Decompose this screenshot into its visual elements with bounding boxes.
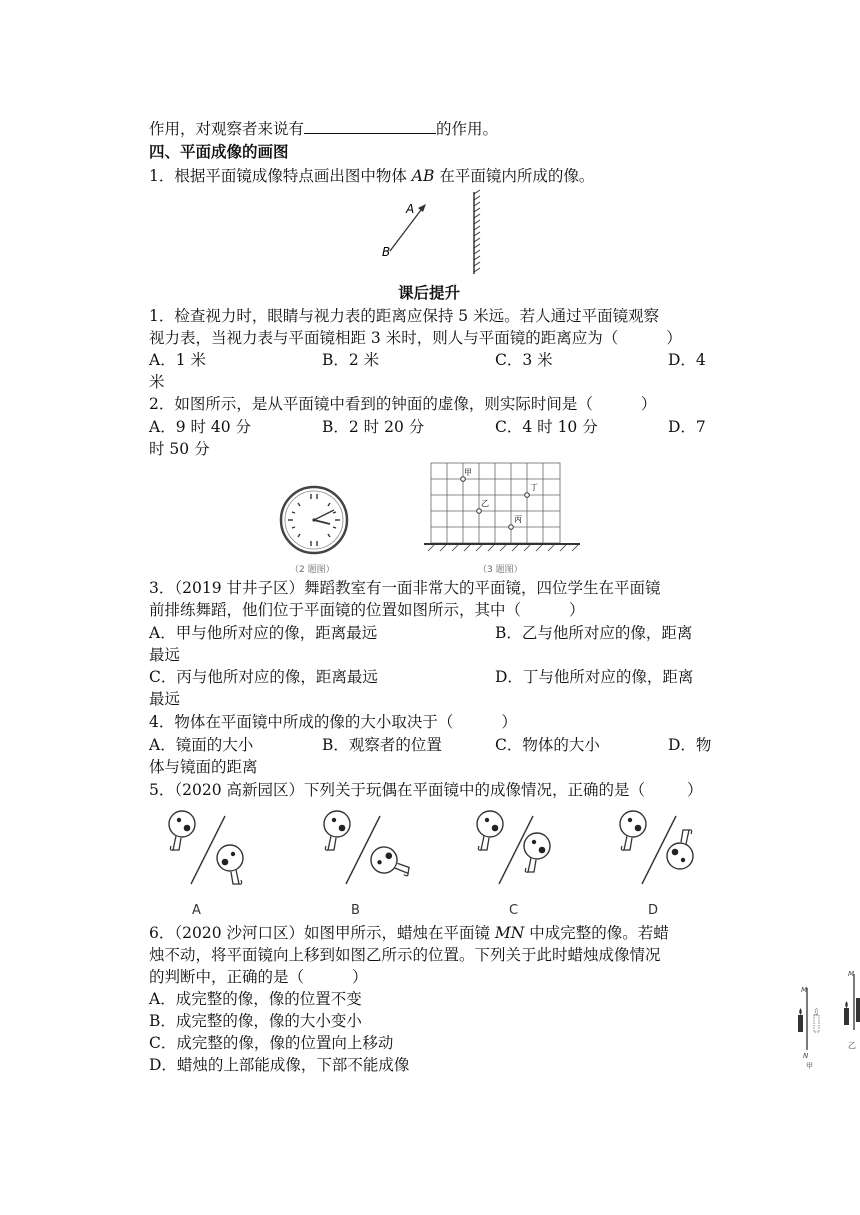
q6-line3 bbox=[149, 966, 368, 988]
dance-grid-figure bbox=[424, 460, 580, 552]
q1-line1: 1．检查视力时，眼睛与视力表的距离应保持 5 米远。若人通过平面镜观察 bbox=[149, 307, 660, 325]
q6-option-d[interactable]: D．蜡烛的上部能成像，下部不能成像 bbox=[149, 1056, 410, 1074]
q3-line1: 3．（2019 甘井子区）舞蹈教室有一面非常大的平面镜，四位学生在平面镜 bbox=[149, 579, 661, 597]
q4-paren-close: ） bbox=[501, 713, 517, 731]
q-text: 1．根据平面镜成像特点画出图中物体 bbox=[149, 167, 412, 185]
q4-stem: 4．物体在平面镜中所成的像的大小取决于（ bbox=[149, 713, 454, 731]
mirror-clock-figure bbox=[278, 484, 350, 556]
continuation-suffix: 的作用。 bbox=[436, 120, 499, 138]
continuation-line bbox=[149, 118, 498, 140]
mirror-n-label: N bbox=[803, 1052, 809, 1060]
q6-option-c[interactable]: C．成完整的像，像的位置向上移动 bbox=[149, 1034, 394, 1052]
student-bing-label: 丙 bbox=[514, 515, 522, 524]
q3-line2 bbox=[149, 599, 585, 621]
q3-option-d-wrap: 最远 bbox=[149, 690, 181, 708]
section4-question-1 bbox=[149, 165, 594, 187]
q4-option-d[interactable]: D．物 bbox=[668, 736, 712, 754]
doll-option-d-label[interactable]: D bbox=[648, 903, 659, 918]
doll-option-b-label[interactable]: B bbox=[351, 903, 360, 918]
clock-caption: （2 题图） bbox=[290, 565, 335, 575]
after-class-title: 课后提升 bbox=[398, 284, 461, 302]
q5-stem: 5．（2020 高新园区）下列关于玩偶在平面镜中的成像情况，正确的是（ bbox=[149, 781, 645, 799]
q3-option-a[interactable]: A．甲与他所对应的像，距离最远 bbox=[149, 624, 378, 642]
q6-line1 bbox=[149, 922, 669, 944]
q4-line1 bbox=[149, 711, 517, 733]
q1-option-d[interactable]: D．4 bbox=[668, 351, 706, 369]
q2-option-d-wrap: 时 50 分 bbox=[149, 440, 210, 458]
ab-mirror-figure bbox=[370, 190, 490, 276]
q4-option-a[interactable]: A．镜面的大小 bbox=[149, 736, 254, 754]
grid-caption: （3 题图） bbox=[478, 565, 523, 575]
doll-mirror-figures bbox=[150, 806, 740, 918]
q3-option-b[interactable]: B．乙与他所对应的像，距离 bbox=[495, 624, 693, 642]
doll-option-c-label[interactable]: C bbox=[509, 903, 519, 918]
q4-option-d-wrap: 体与镜面的距离 bbox=[149, 758, 258, 776]
candle-mirror-figure bbox=[792, 966, 860, 1070]
q2-stem: 2．如图所示，是从平面镜中看到的钟面的虚像，则实际时间是（ bbox=[149, 395, 593, 413]
q-var: AB bbox=[411, 167, 435, 185]
q3-stem: 前排练舞蹈，他们位于平面镜的位置如图所示，其中（ bbox=[149, 601, 522, 619]
answer-blank[interactable] bbox=[304, 118, 436, 134]
q1-option-d-wrap: 米 bbox=[149, 373, 165, 391]
q2-option-b[interactable]: B．2 时 20 分 bbox=[322, 418, 425, 436]
q3-paren-close: ） bbox=[569, 601, 585, 619]
student-ding-label: 丁 bbox=[530, 483, 538, 492]
mirror-m-label: M bbox=[801, 986, 808, 994]
doll-option-a-label[interactable]: A bbox=[192, 903, 201, 918]
q6-option-b[interactable]: B．成完整的像，像的大小变小 bbox=[149, 1012, 362, 1030]
figure-yi-label: 乙 bbox=[848, 1041, 856, 1050]
q1-option-c[interactable]: C．3 米 bbox=[495, 351, 553, 369]
q6-var: MN bbox=[494, 924, 525, 942]
mirror-m-label-2: M bbox=[848, 970, 855, 978]
label-a: A bbox=[406, 202, 415, 216]
q2-option-c[interactable]: C．4 时 10 分 bbox=[495, 418, 598, 436]
student-jia-label: 甲 bbox=[464, 468, 472, 477]
q1-option-b[interactable]: B．2 米 bbox=[322, 351, 380, 369]
q3-option-c[interactable]: C．丙与他所对应的像，距离最远 bbox=[149, 668, 378, 686]
q4-option-b[interactable]: B．观察者的位置 bbox=[322, 736, 442, 754]
q1-option-a[interactable]: A．1 米 bbox=[149, 351, 206, 369]
q6-stem-3: 的判断中，正确的是（ bbox=[149, 968, 305, 986]
q5-line1 bbox=[149, 779, 703, 801]
q3-option-b-wrap: 最远 bbox=[149, 646, 181, 664]
section-title: 四、平面成像的画图 bbox=[149, 143, 289, 161]
figure-jia-label: 甲 bbox=[806, 1062, 813, 1070]
q3-option-d[interactable]: D．丁与他所对应的像，距离 bbox=[495, 668, 694, 686]
q2-line1 bbox=[149, 393, 656, 415]
q6-stem-end: 中成完整的像。若蜡 bbox=[524, 924, 669, 942]
q1-paren-close: ） bbox=[666, 329, 682, 347]
q-text-end: 在平面镜内所成的像。 bbox=[434, 167, 595, 185]
q2-option-a[interactable]: A．9 时 40 分 bbox=[149, 418, 252, 436]
continuation-text: 作用，对观察者来说有 bbox=[149, 120, 305, 138]
q2-option-d[interactable]: D．7 bbox=[668, 418, 706, 436]
q2-paren-close: ） bbox=[640, 395, 657, 413]
q6-option-a[interactable]: A．成完整的像，像的位置不变 bbox=[149, 990, 362, 1008]
q1-stem: 视力表，当视力表与平面镜相距 3 米时，则人与平面镜的距离应为（ bbox=[149, 329, 619, 347]
label-b: B bbox=[382, 245, 391, 259]
q6-line2: 烛不动，将平面镜向上移到如图乙所示的位置。下列关于此时蜡烛成像情况 bbox=[149, 946, 661, 964]
q1-line2 bbox=[149, 327, 682, 349]
q6-paren-close: ） bbox=[352, 968, 368, 986]
q4-option-c[interactable]: C．物体的大小 bbox=[495, 736, 600, 754]
student-yi-label: 乙 bbox=[481, 499, 489, 508]
q6-stem: 6．（2020 沙河口区）如图甲所示，蜡烛在平面镜 bbox=[149, 924, 495, 942]
q5-paren-close: ） bbox=[687, 781, 703, 799]
